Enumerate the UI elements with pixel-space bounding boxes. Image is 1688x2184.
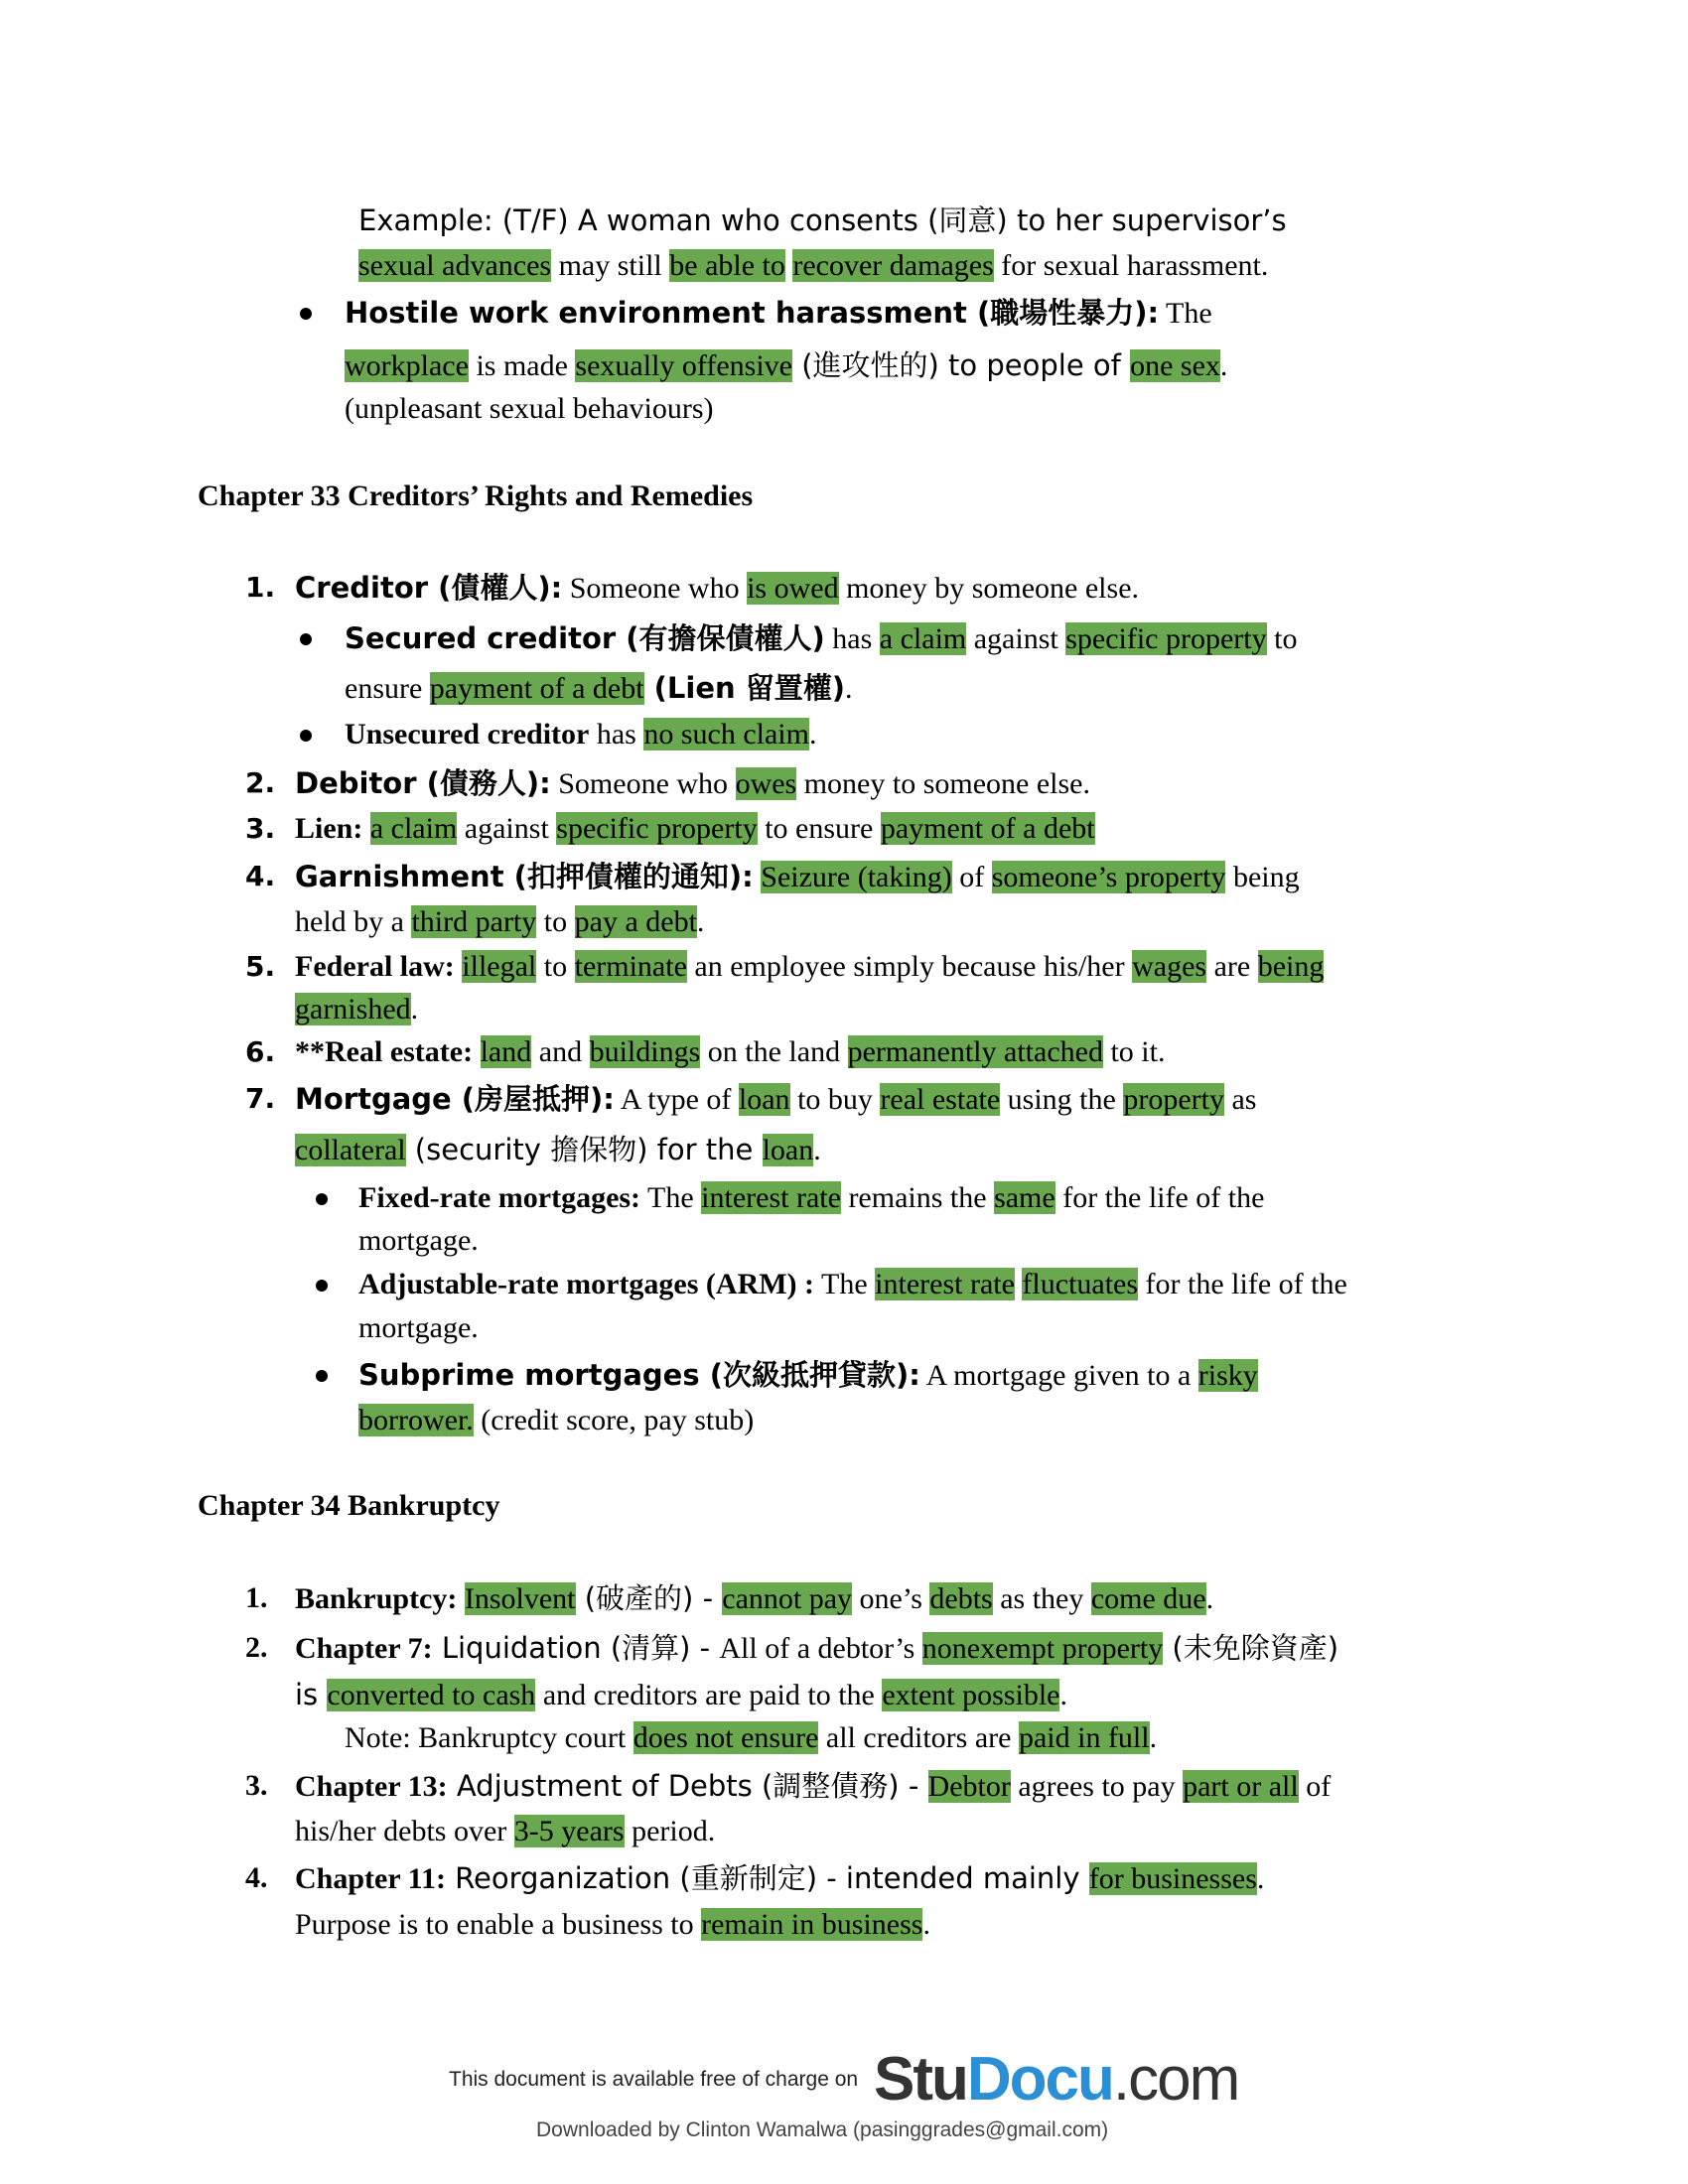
highlight: terminate: [574, 950, 687, 983]
highlight: sexually offensive: [575, 349, 792, 382]
sub-item-cont: [358, 1219, 479, 1263]
hostile-line-2: [345, 343, 1227, 387]
text: on the land: [700, 1035, 848, 1068]
list-number: 2.: [245, 1631, 268, 1664]
list-item: [295, 807, 1095, 851]
highlight: paid in full: [1018, 1721, 1150, 1754]
highlight: a claim: [879, 622, 967, 655]
text: (security 擔保物) for the: [405, 1133, 763, 1166]
text: against: [457, 812, 557, 845]
list-number: 4.: [245, 860, 276, 892]
list-item: [295, 566, 1139, 610]
term: **Real estate:: [295, 1035, 474, 1068]
highlight: interest rate: [875, 1268, 1015, 1300]
highlight: collateral: [295, 1134, 406, 1166]
text: period.: [624, 1815, 716, 1847]
list-item: [295, 1626, 1338, 1670]
highlight: Debtor: [927, 1770, 1011, 1803]
highlight: permanently attached: [847, 1035, 1103, 1068]
highlight: Seizure (taking): [761, 861, 952, 893]
highlight: wages: [1132, 950, 1207, 983]
term: Bankruptcy:: [295, 1582, 458, 1615]
term: Chapter 7:: [295, 1632, 433, 1665]
list-item-cont: [295, 1903, 930, 1947]
text: to: [536, 905, 575, 938]
term: Federal law:: [295, 950, 455, 983]
text: as: [1223, 1083, 1257, 1116]
text: Reorganization (重新制定) - intended mainly: [445, 1861, 1089, 1895]
list-number: 3.: [245, 1769, 268, 1802]
highlight: land: [480, 1035, 532, 1068]
term: Creditor (債權人):: [295, 571, 563, 605]
text: using the: [1000, 1083, 1124, 1116]
text: (破產的) -: [575, 1581, 723, 1615]
text: All of a debtor’s: [719, 1632, 922, 1665]
bullet-icon: [316, 1193, 328, 1205]
text: (進攻性的) to people of: [791, 348, 1131, 382]
term: Lien:: [295, 812, 363, 845]
highlight: workplace: [345, 349, 469, 382]
text: money to someone else.: [796, 767, 1090, 800]
text: has: [589, 718, 644, 751]
text: are: [1206, 950, 1258, 983]
chapter-33-heading: [198, 475, 753, 518]
text: Adjustment of Debts (調整債務) -: [447, 1769, 928, 1803]
highlight: sexual advances: [358, 249, 552, 282]
term: Chapter 13:: [295, 1770, 448, 1803]
text: Note: Bankruptcy court: [345, 1721, 633, 1754]
highlight: Insolvent: [464, 1582, 576, 1615]
text: .: [410, 993, 419, 1025]
text: to ensure: [757, 812, 881, 845]
text: and: [531, 1035, 590, 1068]
sub-item: [358, 1353, 1258, 1397]
sub-item-cont: [358, 1399, 754, 1442]
term: Fixed-rate mortgages:: [358, 1181, 641, 1214]
text: .: [845, 672, 853, 705]
text: Liquidation (清算) -: [432, 1631, 720, 1665]
hostile-line: [345, 291, 1212, 335]
text: A mortgage given to a: [919, 1359, 1198, 1392]
text: for the life of the: [1055, 1181, 1265, 1214]
text: may still: [551, 249, 670, 282]
highlight: specific property: [1065, 622, 1267, 655]
term: (Lien 留置權): [643, 671, 845, 705]
text: as they: [992, 1582, 1091, 1615]
text: .: [808, 718, 817, 751]
list-item-cont: [295, 1673, 1067, 1716]
highlight: pay a debt: [574, 905, 697, 938]
text: his/her debts over: [295, 1815, 514, 1847]
highlight: does not ensure: [633, 1721, 819, 1754]
text: .: [1149, 1721, 1158, 1754]
text: is made: [468, 349, 576, 382]
highlight: cannot pay: [722, 1582, 853, 1615]
highlight: recover damages: [792, 249, 994, 282]
text: The: [640, 1181, 702, 1214]
text: .: [813, 1134, 821, 1166]
term: Adjustable-rate mortgages (ARM) :: [358, 1268, 815, 1300]
list-item-cont: [295, 1128, 821, 1171]
text: an employee simply because his/her: [686, 950, 1133, 983]
list-item: [295, 1077, 1256, 1121]
text: against: [966, 622, 1066, 655]
highlight: debts: [929, 1582, 993, 1615]
text: .: [922, 1908, 930, 1941]
sub-item: [358, 1263, 1347, 1306]
text: all creditors are: [818, 1721, 1019, 1754]
text: being: [1225, 861, 1300, 893]
term: Subprime mortgages (次級抵押貸款):: [358, 1358, 920, 1392]
highlight: owes: [735, 767, 797, 800]
text: to it.: [1102, 1035, 1166, 1068]
list-item-cont: [295, 1810, 715, 1853]
bullet-icon: [316, 1280, 328, 1292]
text: of: [951, 861, 992, 893]
term: Mortgage (房屋抵押):: [295, 1082, 615, 1116]
bullet-icon: [300, 308, 312, 320]
text: to: [1266, 622, 1298, 655]
highlight: fluctuates: [1022, 1268, 1139, 1300]
list-number: 2.: [245, 766, 276, 799]
highlight: be able to: [669, 249, 785, 282]
bullet-icon: [300, 730, 312, 742]
logo-stu: Stu: [874, 2045, 967, 2114]
term: Unsecured creditor: [345, 718, 590, 751]
highlight: third party: [411, 905, 537, 938]
sub-item: [345, 616, 1297, 660]
highlight: risky: [1197, 1359, 1258, 1392]
highlight: payment of a debt: [880, 812, 1095, 845]
highlight: part or all: [1183, 1770, 1299, 1803]
list-item: [295, 1576, 1213, 1620]
example-text: Example: (T/F) A woman who consents (同意) to her supervisor’s: [358, 204, 1287, 237]
highlight: 3-5 years: [513, 1815, 625, 1847]
highlight: one sex: [1130, 349, 1220, 382]
footer-downloaded-text: Downloaded by Clinton Wamalwa (pasinggrades@gmail.com): [536, 2118, 1109, 2141]
note-line: [345, 1716, 1157, 1760]
text: mortgage.: [358, 1311, 479, 1344]
list-number: 4.: [245, 1861, 268, 1894]
text: (unpleasant sexual behaviours): [345, 392, 714, 425]
text: of: [1298, 1770, 1332, 1803]
term: Hostile work environment harassment (職場性暴力):: [345, 296, 1160, 330]
text: one’s: [852, 1582, 930, 1615]
text: The: [1159, 297, 1212, 330]
logo-docu: Docu: [966, 2045, 1113, 2114]
list-item-cont: [295, 900, 704, 944]
highlight: payment of a debt: [429, 672, 644, 705]
text: mortgage.: [358, 1224, 479, 1257]
list-number: 6.: [245, 1035, 276, 1068]
list-item: [295, 761, 1090, 805]
text: ensure: [345, 672, 430, 705]
highlight: real estate: [880, 1083, 1001, 1116]
term: Debitor (債務人):: [295, 766, 551, 800]
text: [362, 812, 370, 845]
highlight: specific property: [556, 812, 758, 845]
list-number: 1.: [245, 571, 276, 604]
studocu-logo[interactable]: [874, 2045, 1238, 2115]
text: .: [1059, 1679, 1067, 1711]
text: to: [536, 950, 575, 983]
highlight: converted to cash: [327, 1679, 536, 1711]
bullet-icon: [316, 1370, 328, 1382]
term: Secured creditor (有擔保債權人): [345, 621, 825, 655]
highlight: come due: [1090, 1582, 1206, 1615]
text: has: [824, 622, 880, 655]
text: A type of: [614, 1083, 739, 1116]
example-line: [358, 199, 1287, 242]
heading-text: Chapter 34 Bankruptcy: [198, 1489, 500, 1522]
highlight: being: [1257, 950, 1325, 983]
text: .: [1205, 1582, 1214, 1615]
text: to buy: [789, 1083, 881, 1116]
text: Someone who: [550, 767, 736, 800]
highlight: for businesses: [1088, 1862, 1257, 1895]
bullet-icon: [300, 633, 312, 645]
text: (credit score, pay stub): [473, 1404, 755, 1436]
footer-available-text: This document is available free of charge on: [449, 2068, 859, 2091]
hostile-note: [345, 387, 714, 431]
highlight: a claim: [369, 812, 458, 845]
list-item: [295, 1764, 1331, 1808]
list-item-cont: [295, 988, 418, 1031]
highlight: nonexempt property: [921, 1632, 1164, 1665]
text: Purpose is to enable a business to: [295, 1908, 702, 1941]
text: for sexual harassment.: [993, 249, 1269, 282]
list-number: 7.: [245, 1082, 276, 1115]
example-line-2: [358, 244, 1268, 288]
highlight: same: [994, 1181, 1055, 1214]
text: [457, 1582, 465, 1615]
sub-item-cont: [345, 666, 853, 710]
highlight: loan: [762, 1134, 814, 1166]
highlight: property: [1123, 1083, 1224, 1116]
highlight: extent possible: [882, 1679, 1060, 1711]
text: Someone who: [562, 572, 748, 605]
text: is: [295, 1678, 328, 1711]
highlight: someone’s property: [991, 861, 1226, 893]
list-item: [295, 1856, 1264, 1900]
logo-com: .com: [1112, 2045, 1239, 2114]
list-item: [295, 855, 1300, 898]
text: remains the: [840, 1181, 995, 1214]
sub-item: [345, 713, 816, 756]
text: [473, 1035, 481, 1068]
text: money by someone else.: [838, 572, 1140, 605]
chapter-34-heading: [198, 1484, 499, 1528]
highlight: no such claim: [643, 718, 809, 751]
highlight: garnished: [295, 993, 411, 1025]
highlight: buildings: [589, 1035, 701, 1068]
highlight: illegal: [462, 950, 537, 983]
highlight: is owed: [747, 572, 839, 605]
list-item: [295, 1030, 1165, 1074]
highlight: loan: [738, 1083, 790, 1116]
sub-item: [358, 1176, 1264, 1220]
text: held by a: [295, 905, 412, 938]
term: Garnishment (扣押債權的通知):: [295, 860, 754, 893]
sub-item-cont: [358, 1306, 479, 1350]
term: Chapter 11:: [295, 1862, 446, 1895]
text: .: [1219, 349, 1228, 382]
text: for the life of the: [1138, 1268, 1347, 1300]
text: .: [1256, 1862, 1265, 1895]
heading-text: Chapter 33 Creditors’ Rights and Remedies: [198, 479, 754, 512]
text: and creditors are paid to the: [535, 1679, 883, 1711]
highlight: borrower.: [358, 1404, 474, 1436]
highlight: remain in business: [701, 1908, 923, 1941]
list-number: 1.: [245, 1581, 268, 1614]
text: .: [696, 905, 705, 938]
highlight: interest rate: [701, 1181, 841, 1214]
list-number: 3.: [245, 812, 276, 845]
text: agrees to pay: [1010, 1770, 1184, 1803]
text: The: [814, 1268, 876, 1300]
text: (未免除資產): [1163, 1631, 1339, 1665]
list-number: 5.: [245, 950, 276, 983]
list-item: [295, 945, 1324, 989]
